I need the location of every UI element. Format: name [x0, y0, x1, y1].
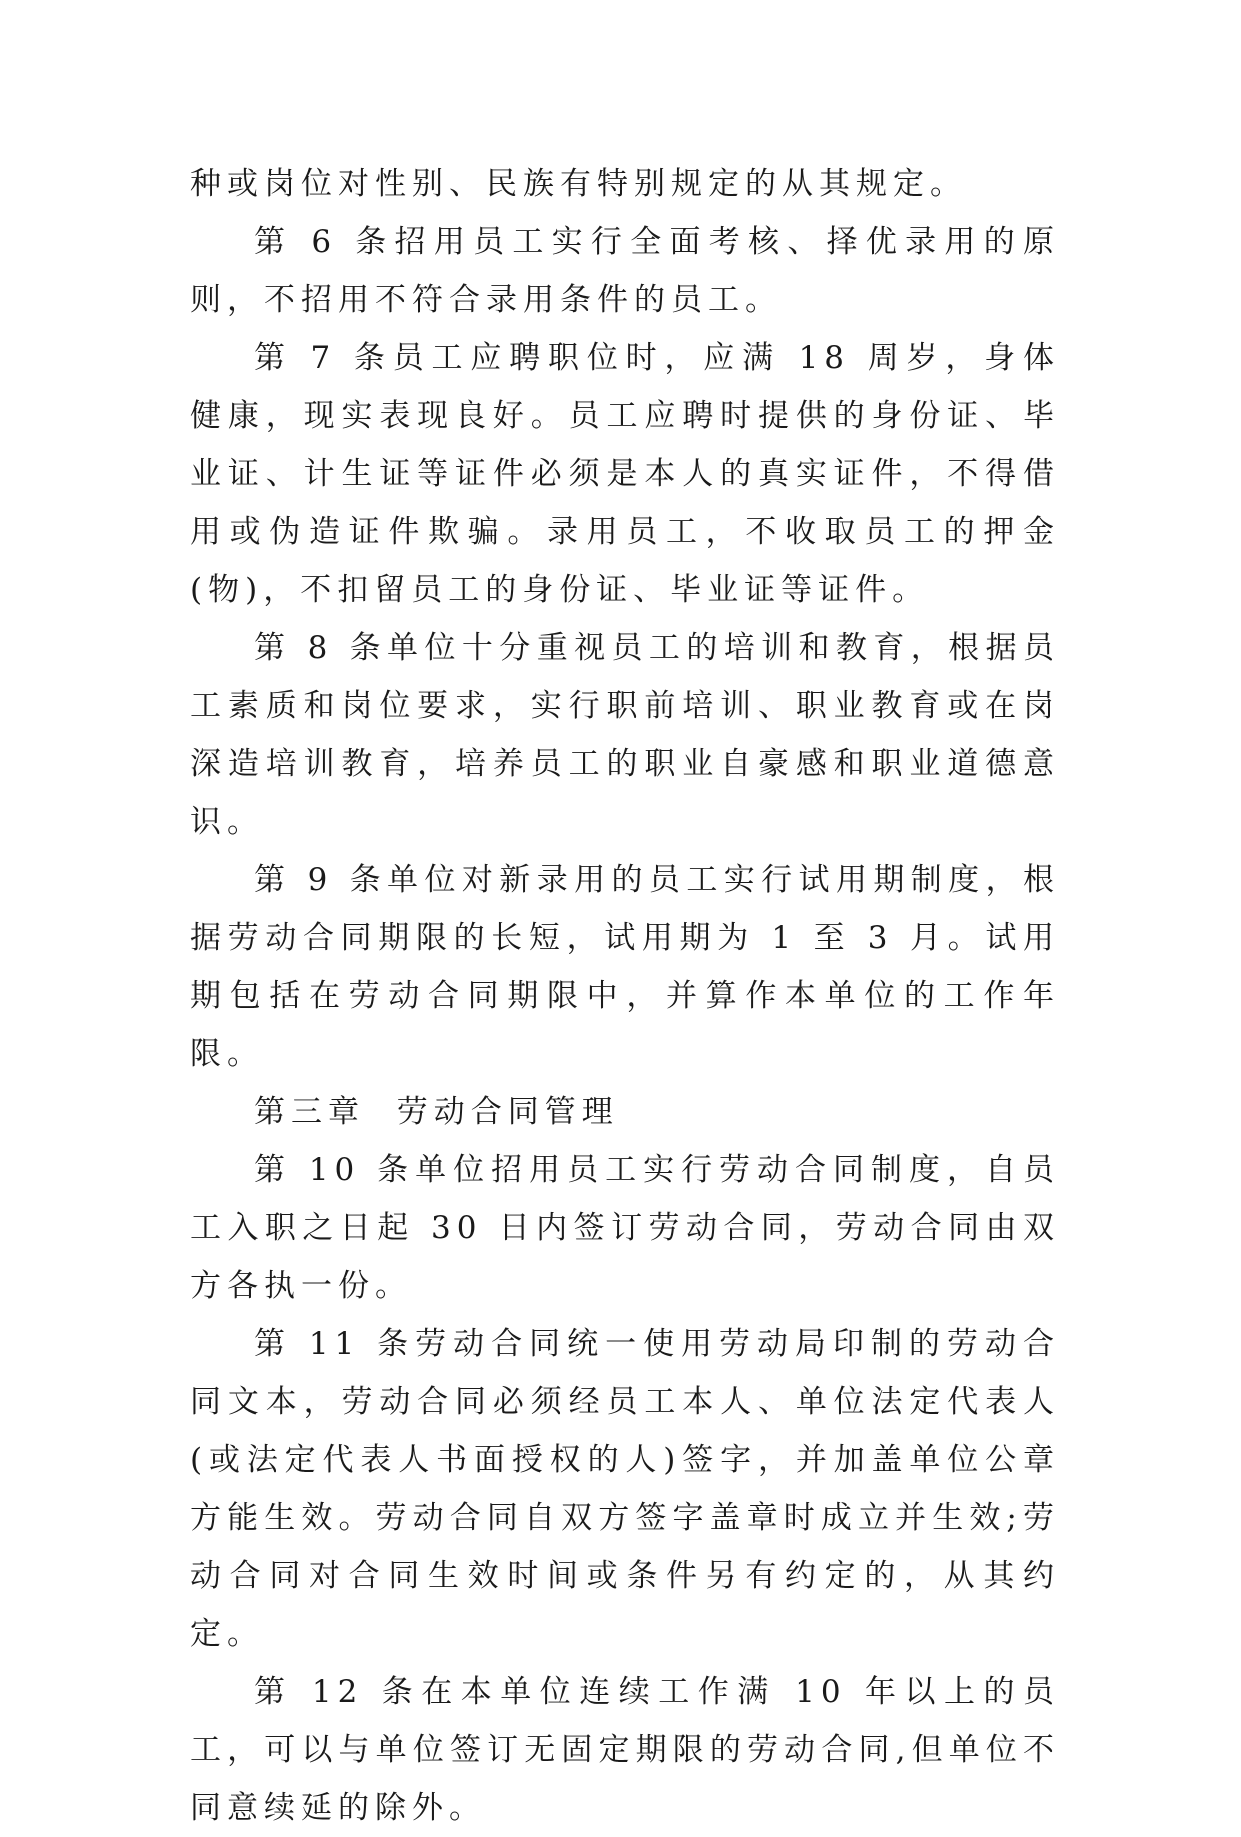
paragraph-article-8: 第 8 条单位十分重视员工的培训和教育，根据员工素质和岗位要求，实行职前培训、职业教育或在岗深造培训教育，培养员工的职业自豪感和职业道德意识。	[190, 630, 1060, 840]
paragraph-article-6: 第 6 条招用员工实行全面考核、择优录用的原则，不招用不符合录用条件的员工。	[190, 224, 1060, 318]
document-body	[190, 155, 1060, 1837]
chapter-heading-3: 第三章 劳动合同管理	[254, 1094, 619, 1130]
paragraph-article-9: 第 9 条单位对新录用的员工实行试用期制度，根据劳动合同期限的长短，试用期为 1 至 3 月。试用期包括在劳动合同期限中，并算作本单位的工作年限。	[190, 862, 1060, 1072]
paragraph-article-10: 第 10 条单位招用员工实行劳动合同制度，自员工入职之日起 30 日内签订劳动合同，劳动合同由双方各执一份。	[190, 1152, 1060, 1304]
paragraph-article-11: 第 11 条劳动合同统一使用劳动局印制的劳动合同文本，劳动合同必须经员工本人、单位法定代表人(或法定代表人书面授权的人)签字，并加盖单位公章方能生效。劳动合同自双方签字盖章时成立并生效;劳动合同对合同生效时间或条件另有约定的，从其约定。	[190, 1326, 1060, 1652]
paragraph-article-12: 第 12 条在本单位连续工作满 10 年以上的员工，可以与单位签订无固定期限的劳动合同,但单位不同意续延的除外。	[190, 1674, 1060, 1826]
paragraph-continuation: 种或岗位对性别、民族有特别规定的从其规定。	[190, 166, 967, 202]
paragraph-article-7: 第 7 条员工应聘职位时，应满 18 周岁，身体健康，现实表现良好。员工应聘时提供的身份证、毕业证、计生证等证件必须是本人的真实证件，不得借用或伪造证件欺骗。录用员工，不收取员工的押金(物)，不扣留员工的身份证、毕业证等证件。	[190, 340, 1060, 608]
